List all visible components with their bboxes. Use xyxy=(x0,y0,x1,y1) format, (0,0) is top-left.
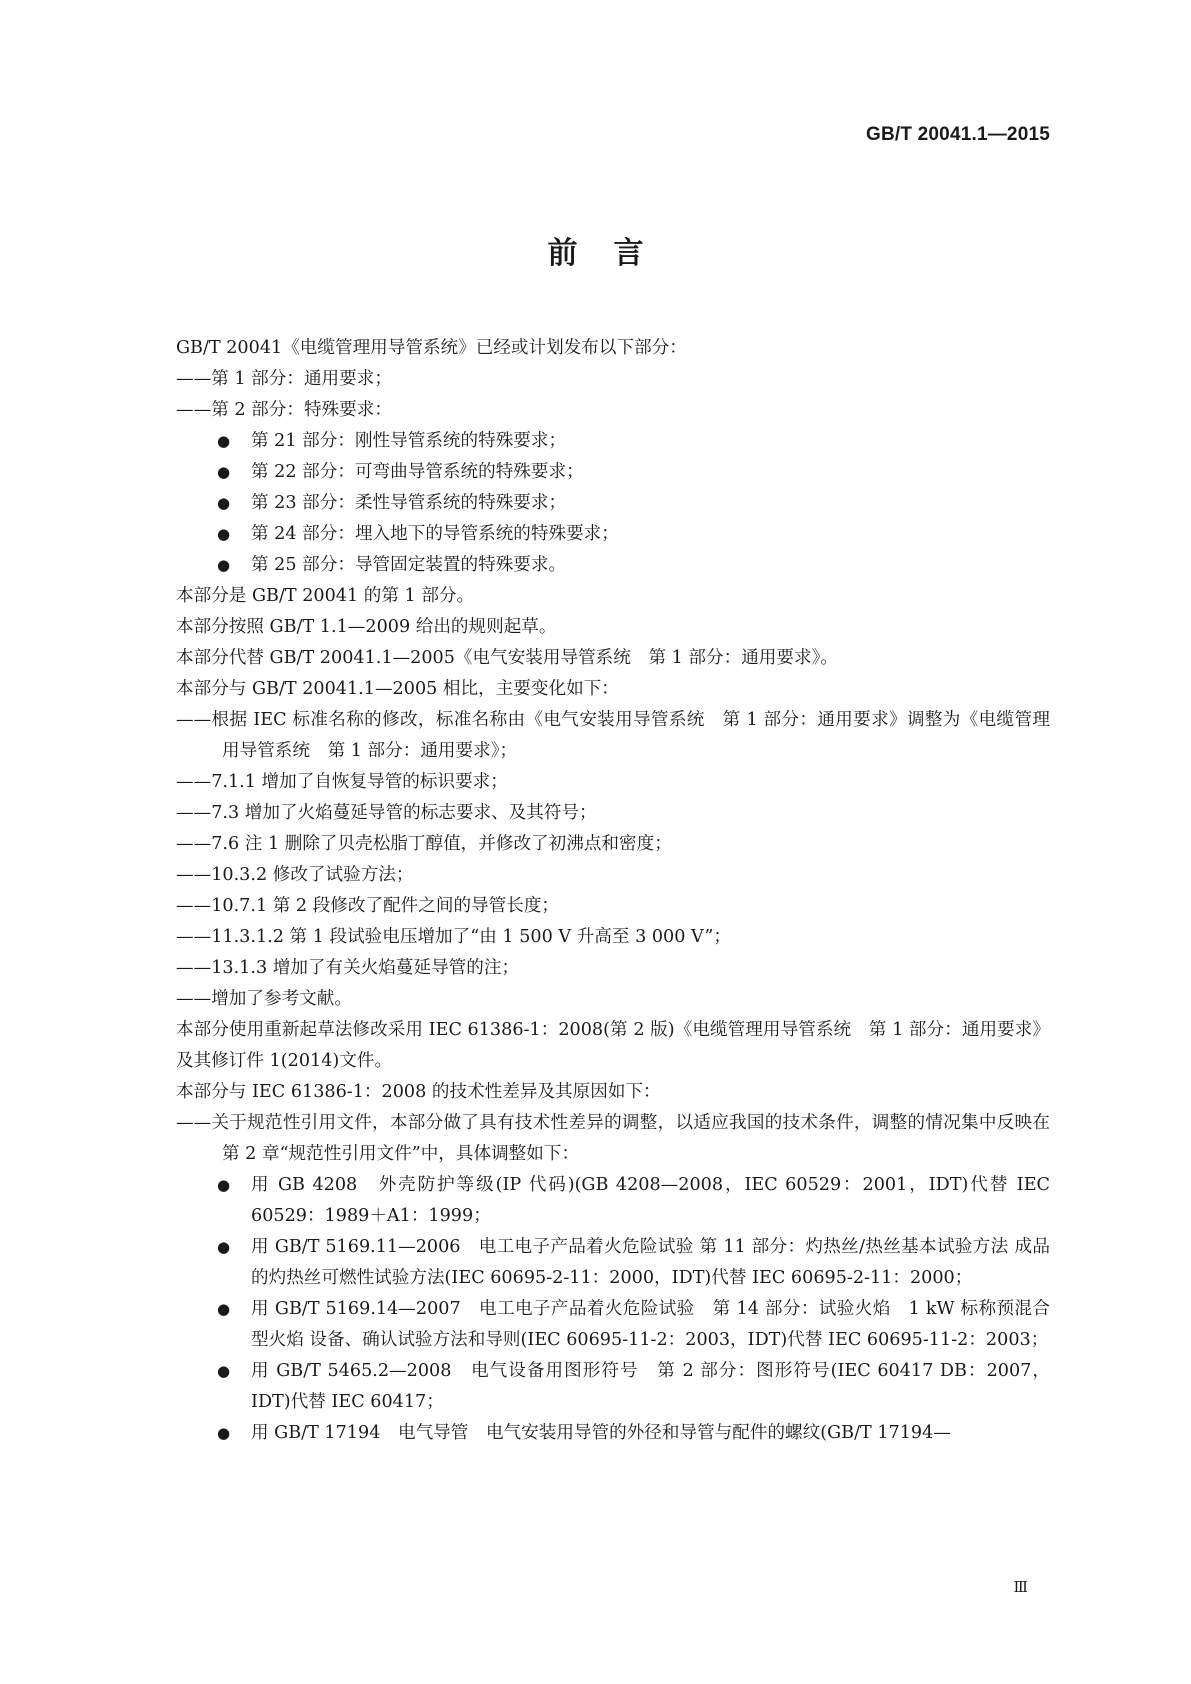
bullet-text: 用 GB/T 5465.2—2008 电气设备用图形符号 第 2 部分：图形符号(IEC 60417 DB：2007，IDT)代替 IEC 60417； xyxy=(251,1361,1050,1412)
bullet-text: 第 23 部分：柔性导管系统的特殊要求； xyxy=(251,493,567,513)
bullet-item xyxy=(176,1418,1050,1449)
bullet-item xyxy=(176,488,1050,519)
bullet-item xyxy=(176,1294,1050,1356)
paragraph: 本部分与 IEC 61386-1：2008 的技术性差异及其原因如下： xyxy=(176,1082,661,1102)
dash-item: ——11.3.1.2 第 1 段试验电压增加了“由 1 500 V 升高至 3 000 V”； xyxy=(176,927,731,947)
page-number: Ⅲ xyxy=(1013,1578,1028,1596)
dash-item: ——第 1 部分：通用要求； xyxy=(176,369,392,389)
bullet-text: 第 24 部分：埋入地下的导管系统的特殊要求； xyxy=(251,524,619,544)
dash-item: ——7.1.1 增加了自恢复导管的标识要求； xyxy=(176,772,508,792)
bullet-icon: ● xyxy=(217,463,231,481)
bullet-item xyxy=(176,519,1050,550)
bullet-text: 用 GB 4208 外壳防护等级(IP 代码)(GB 4208—2008，IEC 60529：2001，IDT)代替 IEC 60529：1989＋A1：1999； xyxy=(251,1175,1050,1226)
dash-item: ——10.7.1 第 2 段修改了配件之间的导管长度； xyxy=(176,896,560,916)
dash-item: ——增加了参考文献。 xyxy=(176,989,352,1009)
bullet-item xyxy=(176,426,1050,457)
bullet-item xyxy=(176,1170,1050,1232)
bullet-icon: ● xyxy=(217,1362,231,1380)
bullet-item xyxy=(176,1356,1050,1418)
dash-item: ——根据 IEC 标准名称的修改，标准名称由《电气安装用导管系统 第 1 部分：通用要求》调整为《电缆管理用导管系统 第 1 部分：通用要求》； xyxy=(176,710,1050,761)
bullet-text: 第 25 部分：导管固定装置的特殊要求。 xyxy=(251,555,567,575)
dash-item: ——第 2 部分：特殊要求： xyxy=(176,400,392,420)
document-body xyxy=(176,333,1050,1449)
dash-item: ——7.3 增加了火焰蔓延导管的标志要求、及其符号； xyxy=(176,803,597,823)
bullet-text: 用 GB/T 5169.14—2007 电工电子产品着火危险试验 第 14 部分：试验火焰 1 kW 标称预混合型火焰 设备、确认试验方法和导则(IEC 60695-11-2：2003，IDT)代替 IEC 60695-11-2：2003； xyxy=(251,1299,1050,1350)
bullet-icon: ● xyxy=(217,494,231,512)
dash-item: ——7.6 注 1 删除了贝壳松脂丁醇值，并修改了初沸点和密度； xyxy=(176,834,672,854)
bullet-item xyxy=(176,550,1050,581)
dash-item: ——13.1.3 增加了有关火焰蔓延导管的注； xyxy=(176,958,520,978)
bullet-text: 用 GB/T 5169.11—2006 电工电子产品着火危险试验 第 11 部分：灼热丝/热丝基本试验方法 成品的灼热丝可燃性试验方法(IEC 60695-2-11：2000，IDT)代替 IEC 60695-2-11：2000； xyxy=(251,1237,1050,1288)
paragraph: 本部分使用重新起草法修改采用 IEC 61386-1：2008(第 2 版)《电缆管理用导管系统 第 1 部分：通用要求》及其修订件 1(2014)文件。 xyxy=(176,1020,1050,1071)
dash-item: ——10.3.2 修改了试验方法； xyxy=(176,865,414,885)
bullet-text: 第 22 部分：可弯曲导管系统的特殊要求； xyxy=(251,462,584,482)
bullet-icon: ● xyxy=(217,432,231,450)
paragraph: 本部分与 GB/T 20041.1—2005 相比，主要变化如下： xyxy=(176,679,619,699)
paragraph: GB/T 20041《电缆管理用导管系统》已经或计划发布以下部分： xyxy=(176,338,687,358)
bullet-item xyxy=(176,1232,1050,1294)
paragraph: 本部分是 GB/T 20041 的第 1 部分。 xyxy=(176,586,475,606)
bullet-icon: ● xyxy=(217,525,231,543)
bullet-text: 第 21 部分：刚性导管系统的特殊要求； xyxy=(251,431,567,451)
bullet-icon: ● xyxy=(217,1300,231,1318)
bullet-item xyxy=(176,457,1050,488)
bullet-text: 用 GB/T 17194 电气导管 电气安装用导管的外径和导管与配件的螺纹(GB/T 17194— xyxy=(251,1423,951,1443)
paragraph: 本部分按照 GB/T 1.1—2009 给出的规则起草。 xyxy=(176,617,557,637)
bullet-icon: ● xyxy=(217,556,231,574)
bullet-icon: ● xyxy=(217,1424,231,1442)
bullet-icon: ● xyxy=(217,1238,231,1256)
paragraph: 本部分代替 GB/T 20041.1—2005《电气安装用导管系统 第 1 部分：通用要求》。 xyxy=(176,648,838,668)
page-title: 前言 xyxy=(547,236,680,271)
dash-item: ——关于规范性引用文件，本部分做了具有技术性差异的调整，以适应我国的技术条件，调整的情况集中反映在第 2 章“规范性引用文件”中，具体调整如下： xyxy=(176,1113,1050,1164)
bullet-icon: ● xyxy=(217,1176,231,1194)
document-code-header: GB/T 20041.1—2015 xyxy=(865,124,1050,145)
